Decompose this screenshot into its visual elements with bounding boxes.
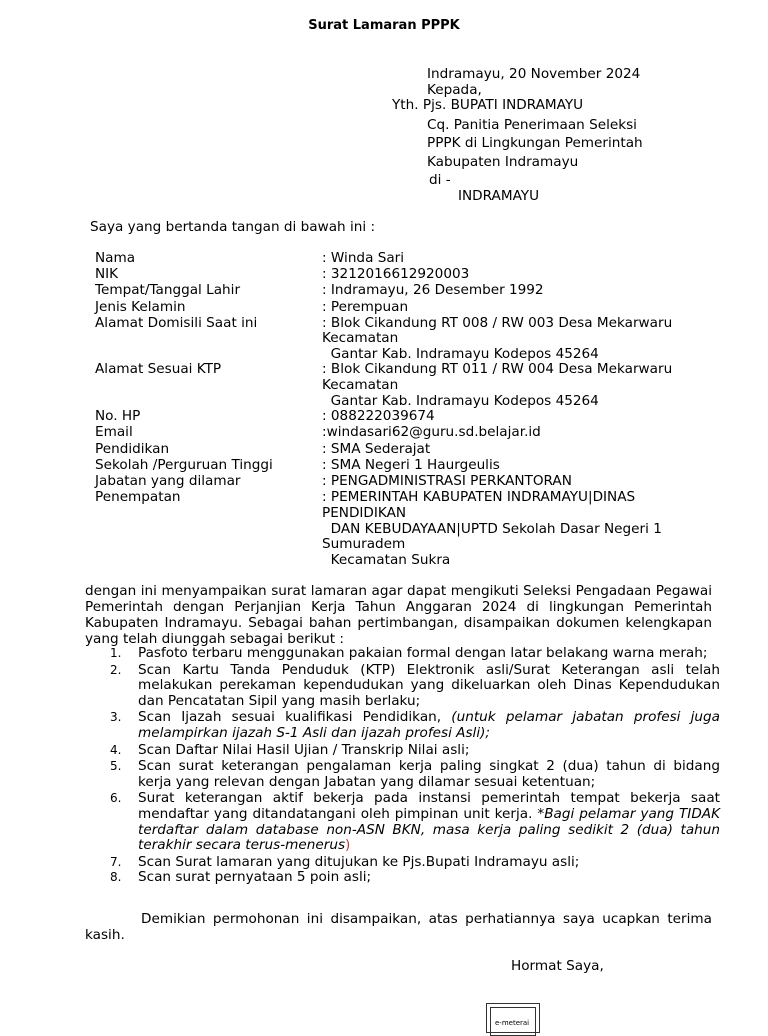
- meterai-label: e-meterai: [495, 1019, 530, 1027]
- list-number: 4.: [110, 742, 122, 757]
- field-value-penempatan-3: DAN KEBUDAYAAN|UPTD Sekolah Dasar Negeri 1: [322, 521, 662, 537]
- list-number: 3.: [110, 710, 122, 725]
- pppk-line: PPPK di Lingkungan Pemerintah: [427, 135, 643, 151]
- list-number: 1.: [110, 646, 122, 660]
- body-paragraph: dengan ini menyampaikan surat lamaran agar dapat mengikuti Seleksi Pengadaan Pegawai Pemerintah dengan Perjanjian Kerja Tahun Anggaran 2024 di lingkungan Pemerintah Kabupaten Indramayu. Sebagai bahan pertimbangan, disampaikan dokumen kelengkapan yang telah diunggah sebagai berikut :: [85, 583, 712, 647]
- field-value-hp: : 088222039674: [322, 408, 435, 424]
- field-value-nik: : 3212016612920003: [322, 266, 470, 282]
- field-label-penempatan: Penempatan: [95, 489, 181, 505]
- field-value-domisili-1: : Blok Cikandung RT 008 / RW 003 Desa Mekarwaru: [322, 315, 673, 331]
- field-value-penempatan-5: Kecamatan Sukra: [322, 552, 451, 568]
- field-value-ktp-3: Gantar Kab. Indramayu Kodepos 45264: [322, 393, 599, 409]
- list-item: [110, 759, 720, 790]
- field-value-domisili-2: Kecamatan: [322, 330, 399, 346]
- document-title: Surat Lamaran PPPK: [308, 18, 460, 33]
- list-item: [110, 663, 720, 710]
- field-value-gender: : Perempuan: [322, 299, 409, 315]
- field-value-domisili-3: Gantar Kab. Indramayu Kodepos 45264: [322, 346, 599, 362]
- list-number: 5.: [110, 759, 122, 774]
- list-text: Scan Ijazah sesuai kualifikasi Pendidikan,: [138, 709, 452, 726]
- list-number: 8.: [110, 870, 122, 885]
- field-value-penempatan-2: PENDIDIKAN: [322, 505, 407, 521]
- list-number: 2.: [110, 662, 122, 677]
- closing-paragraph: Demikian permohonan ini disampaikan, atas perhatiannya saya ucapkan terima kasih.: [85, 911, 712, 943]
- list-text: Scan Kartu Tanda Penduduk (KTP) Elektronik asli/Surat Keterangan asli telah melakukan perekaman kependudukan yang dikeluarkan oleh Dinas Kependudukan dan Pencatatan Sipil yang masih berlaku;: [138, 661, 720, 709]
- list-text: Scan surat keterangan pengalaman kerja paling singkat 2 (dua) tahun di bidang kerja yang relevan dengan Jabatan yang dilamar sesuai ketentuan;: [138, 758, 720, 790]
- field-value-jabatan: : PENGADMINISTRASI PERKANTORAN: [322, 473, 572, 489]
- list-number: 6.: [110, 791, 122, 806]
- cq-line: Cq. Panitia Penerimaan Seleksi: [427, 117, 637, 133]
- signoff: Hormat Saya,: [511, 958, 604, 974]
- field-value-email: :windasari62@guru.sd.belajar.id: [322, 424, 541, 440]
- field-label-nama: Nama: [95, 250, 136, 266]
- field-label-email: Email: [95, 424, 133, 440]
- field-label-jabatan: Jabatan yang dilamar: [95, 473, 241, 489]
- field-value-sekolah: : SMA Negeri 1 Haurgeulis: [322, 457, 500, 473]
- meterai-stamp: [486, 1003, 540, 1033]
- field-value-ktp-2: Kecamatan: [322, 377, 399, 393]
- document-list: [110, 646, 720, 886]
- intro-text: Saya yang bertanda tangan di bawah ini :: [90, 219, 376, 235]
- field-value-nama: : Winda Sari: [322, 250, 405, 266]
- field-label-ktp: Alamat Sesuai KTP: [95, 361, 222, 377]
- list-text: Surat keterangan aktif bekerja pada instansi pemerintah tempat bekerja saat mendaftar yang ditandatangani oleh pimpinan unit kerja.: [138, 790, 720, 822]
- field-value-ttl: : Indramayu, 26 Desember 1992: [322, 282, 544, 298]
- list-text-red: ): [345, 837, 351, 854]
- field-label-nik: NIK: [95, 266, 119, 282]
- city-line: INDRAMAYU: [458, 188, 540, 204]
- di-line: di -: [429, 172, 451, 188]
- list-item: [110, 870, 720, 886]
- field-label-hp: No. HP: [95, 408, 141, 424]
- list-item: [110, 855, 720, 871]
- kabupaten-line: Kabupaten Indramayu: [427, 154, 579, 170]
- list-item: [110, 710, 720, 741]
- recipient-line: Yth. Pjs. BUPATI INDRAMAYU: [392, 97, 584, 113]
- list-item: [110, 743, 720, 759]
- list-text: Scan Surat lamaran yang ditujukan ke Pjs.Bupati Indramayu asli;: [138, 853, 580, 870]
- field-label-pendidikan: Pendidikan: [95, 441, 170, 457]
- meterai-inner-frame: [490, 1007, 536, 1036]
- list-text-italic: *Bagi pelamar yang TIDAK terdaftar dalam database non-ASN BKN, masa kerja paling sedikit 2 (dua) tahun terakhir secara terus-menerus: [138, 805, 721, 854]
- list-item: [110, 646, 720, 662]
- field-label-sekolah: Sekolah /Perguruan Tinggi: [95, 457, 273, 473]
- field-value-penempatan-1: : PEMERINTAH KABUPATEN INDRAMAYU|DINAS: [322, 489, 636, 505]
- list-item: [110, 791, 720, 853]
- list-text: Pasfoto terbaru menggunakan pakaian formal dengan latar belakang warna merah;: [138, 645, 708, 661]
- list-text: Scan Daftar Nilai Hasil Ujian / Transkrip Nilai asli;: [138, 741, 470, 758]
- field-value-pendidikan: : SMA Sederajat: [322, 441, 431, 457]
- kepada-line: Kepada,: [427, 82, 482, 98]
- date-line: Indramayu, 20 November 2024: [427, 66, 641, 82]
- field-value-penempatan-4: Sumuradem: [322, 536, 406, 552]
- list-text: Scan surat pernyataan 5 poin asli;: [138, 869, 372, 886]
- field-label-ttl: Tempat/Tanggal Lahir: [95, 282, 241, 298]
- list-number: 7.: [110, 854, 122, 869]
- field-label-domisili: Alamat Domisili Saat ini: [95, 315, 258, 331]
- field-value-ktp-1: : Blok Cikandung RT 011 / RW 004 Desa Mekarwaru: [322, 361, 673, 377]
- list-text-italic: (untuk pelamar jabatan profesi juga melampirkan ijazah S-1 Asli dan ijazah profesi Asli);: [138, 709, 720, 741]
- field-label-gender: Jenis Kelamin: [95, 299, 186, 315]
